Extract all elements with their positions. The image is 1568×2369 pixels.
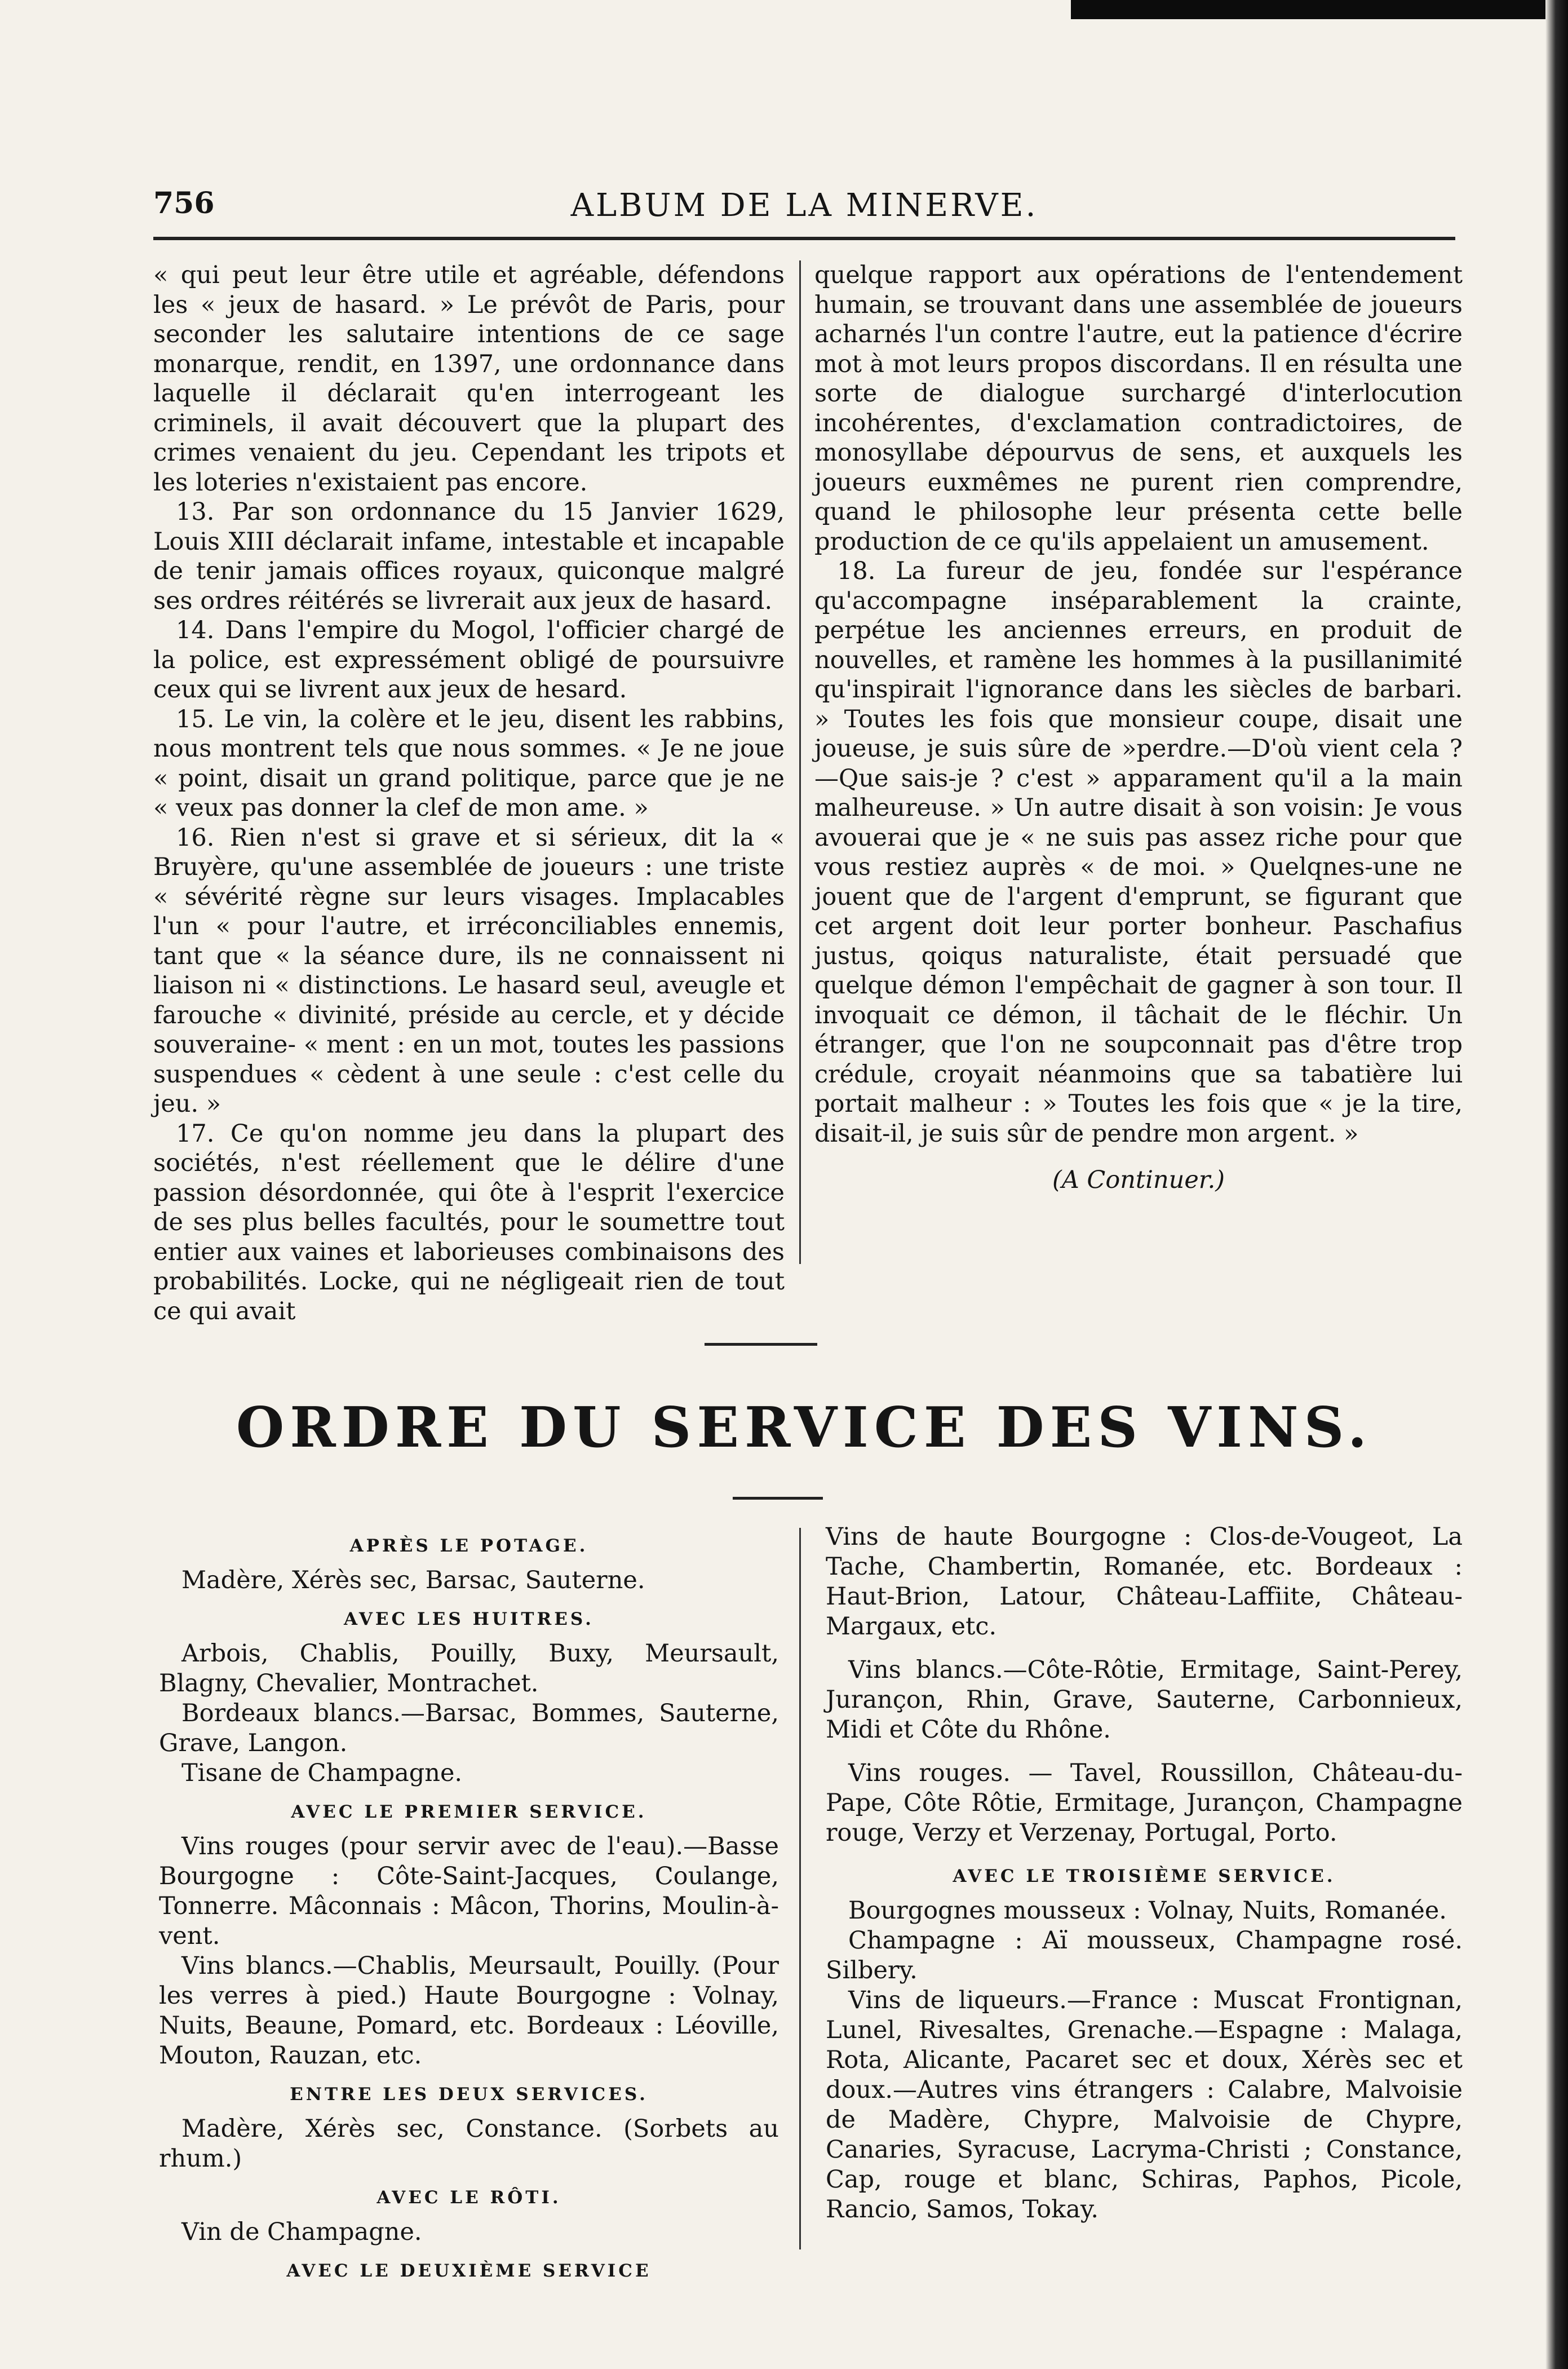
section-heading: AVEC LES HUITRES.: [344, 1609, 594, 1629]
paragraph-15: 15. Le vin, la colère et le jeu, disent les rabbins, nous montrent tels que nous sommes. « Je ne joue « point, disait un grand politique, parce que je ne « veux pas donner la clef de mon ame. »: [153, 705, 785, 822]
scan-edge-right: [1545, 0, 1568, 2369]
section-heading: AVEC LE DEUXIÈME SERVICE: [286, 2261, 652, 2281]
wine-entry: Madère, Xérès sec, Constance. (Sorbets au rhum.): [159, 2115, 779, 2173]
column-divider: [799, 260, 801, 1264]
scan-edge-top: [1071, 0, 1568, 19]
wine-entry: Bordeaux blancs.—Barsac, Bommes, Sauterne, Grave, Langon.: [159, 1699, 779, 1757]
title-rule: [733, 1497, 823, 1500]
wine-list-right-column: [826, 1522, 1463, 2225]
article-right-column: [814, 260, 1463, 1195]
wine-entry: Vins blancs.—Chablis, Meursault, Pouilly. (Pour les verres à pied.) Haute Bourgogne : Volnay, Nuits, Beaune, Pomard, etc. Bordeaux : Léoville, Mouton, Rauzan, etc.: [159, 1952, 779, 2070]
wine-entry: Madère, Xérès sec, Barsac, Sauterne.: [181, 1566, 645, 1594]
wine-entry: Vins blancs.—Côte-Rôtie, Ermitage, Saint-Perey, Jurançon, Rhin, Grave, Sauterne, Carbonnieux, Midi et Côte du Rhône.: [826, 1656, 1463, 1744]
wine-entry: Tisane de Champagne.: [181, 1759, 463, 1787]
header-rule: [153, 237, 1455, 240]
paragraph: « qui peut leur être utile et agréable, défendons les « jeux de hasard. » Le prévôt de Paris, pour seconder les salutaire intentions de ce sage monarque, rendit, en 1397, une ordonnance dans laquelle il déclarait qu'en interrogeant les criminels, il avait découvert que la plupart des crimes venaient du jeu. Cependant les tripots et les loteries n'existaient pas encore.: [153, 261, 785, 497]
wine-list-left-column: [159, 1522, 779, 2291]
paragraph-14: 14. Dans l'empire du Mogol, l'officier chargé de la police, est expressément obligé de poursuivre ceux qui se livrent aux jeux de hesard.: [153, 616, 785, 704]
wine-entry: Arbois, Chablis, Pouilly, Buxy, Meursault, Blagny, Chevalier, Montrachet.: [159, 1639, 779, 1698]
wine-list-title: ORDRE DU SERVICE DES VINS.: [236, 1395, 1373, 1460]
wine-entry: Vins de liqueurs.—France : Muscat Frontignan, Lunel, Rivesaltes, Grenache.—Espagne : Malaga, Rota, Alicante, Pacaret sec et doux, Xérès sec et doux.—Autres vins étrangers : Calabre, Malvoisie de Madère, Chypre, Malvoisie de Chypre, Canaries, Syracuse, Lacryma-Christi ; Constance, Cap, rouge et blanc, Schiras, Paphos, Picole, Rancio, Samos, Tokay.: [826, 1986, 1463, 2224]
section-heading: APRÈS LE POTAGE.: [349, 1536, 588, 1556]
column-divider: [799, 1528, 801, 2249]
section-heading: AVEC LE PREMIER SERVICE.: [291, 1802, 647, 1822]
paragraph-18: 18. La fureur de jeu, fondée sur l'espérance qu'accompagne inséparablement la crainte, perpétue les anciennes erreurs, en produit de nouvelles, et ramène les hommes à la pusillanimité qu'inspirait l'ignorance dans les siècles de barbari. » Toutes les fois que monsieur coupe, disait une joueuse, je suis sûre de »perdre.—D'où vient cela ?—Que sais-je ? c'est » apparament qu'il a la main malheureuse. » Un autre disait à son voisin: Je vous avouerai que je « ne suis pas assez riche pour que vous restiez auprès « de moi. » Quelqnes-une ne jouent que de l'argent d'emprunt, se figurant que cet argent doit leur porter bonheur. Paschafius justus, qoiqus naturaliste, était persuadé que quelque démon l'empêchait de gagner à son tour. Il invoquait ce démon, il tâchait de le fléchir. Un étranger, que l'on ne soupconnait pas d'être trop crédule, croyait néanmoins que sa tabatière lui portait malheur : » Toutes les fois que « je la tire, disait-il, je suis sûr de pendre mon argent. »: [814, 557, 1463, 1148]
section-heading: ENTRE LES DEUX SERVICES.: [290, 2084, 648, 2105]
continue-note: (A Continuer.): [1052, 1166, 1225, 1194]
section-heading: AVEC LE TROISIÈME SERVICE.: [953, 1866, 1336, 1886]
page-header: [153, 179, 1455, 236]
wine-entry: Vin de Champagne.: [181, 2218, 422, 2246]
article-left-column: [153, 260, 785, 1326]
wine-entry: Vins rouges (pour servir avec de l'eau).—Basse Bourgogne : Côte-Saint-Jacques, Coulange, Tonnerre. Mâconnais : Mâcon, Thorins, Moulin-à-vent.: [159, 1832, 779, 1950]
section-heading: AVEC LE RÔTI.: [377, 2187, 561, 2208]
paragraph-17: 17. Ce qu'on nomme jeu dans la plupart des sociétés, n'est réellement que le délire d'une passion désordonnée, qui ôte à l'esprit l'exercice de ses plus belles facultés, pour le soumettre tout entier aux vaines et laborieuses combinaisons des probabilités. Locke, qui ne négligeait rien de tout ce qui avait: [153, 1119, 785, 1325]
paragraph-13: 13. Par son ordonnance du 15 Janvier 1629, Louis XIII déclarait infame, intestable et incapable de tenir jamais offices royaux, quiconque malgré ses ordres réitérés se livrerait aux jeux de hasard.: [153, 498, 785, 615]
page-number: 756: [153, 186, 215, 220]
running-title: ALBUM DE LA MINERVE.: [570, 187, 1038, 224]
wine-entry: Champagne : Aï mousseux, Champagne rosé. Silbery.: [826, 1926, 1463, 1985]
paragraph-16: 16. Rien n'est si grave et si sérieux, dit la « Bruyère, qu'une assemblée de joueurs : une triste « sévérité règne sur leurs visages. Implacables l'un « pour l'autre, et irréconciliables ennemis, tant que « la séance dure, ils ne connaissent ni liaison ni « distinctions. Le hasard seul, aveugle et farouche « divinité, préside au cercle, et y décide souveraine- « ment : en un mot, toutes les passions suspendues « cèdent à une seule : c'est celle du jeu. »: [153, 823, 785, 1118]
wine-entry: Vins rouges. — Tavel, Roussillon, Château-du-Pape, Côte Rôtie, Ermitage, Jurançon, Champagne rouge, Verzy et Verzenay, Portugal, Porto.: [826, 1759, 1463, 1847]
paragraph: quelque rapport aux opérations de l'entendement humain, se trouvant dans une assemblée de joueurs acharnés l'un contre l'autre, eut la patience d'écrire mot à mot leurs propos discordans. Il en résulta une sorte de dialogue surchargé d'interlocution incohérentes, d'exclamation contradictoires, de monosyllabe dépourvus de sens, et auxquels les joueurs euxmêmes ne purent rien comprendre, quand le philosophe leur présenta cette belle production de ce qu'ils appelaient un amusement.: [814, 261, 1463, 556]
wine-entry: Vins de haute Bourgogne : Clos-de-Vougeot, La Tache, Chambertin, Romanée, etc. Bordeaux : Haut-Brion, Latour, Château-Laffiite, Château-Margaux, etc.: [826, 1523, 1463, 1641]
section-rule: [705, 1343, 817, 1346]
wine-entry: Bourgognes mousseux : Volnay, Nuits, Romanée.: [848, 1897, 1447, 1925]
